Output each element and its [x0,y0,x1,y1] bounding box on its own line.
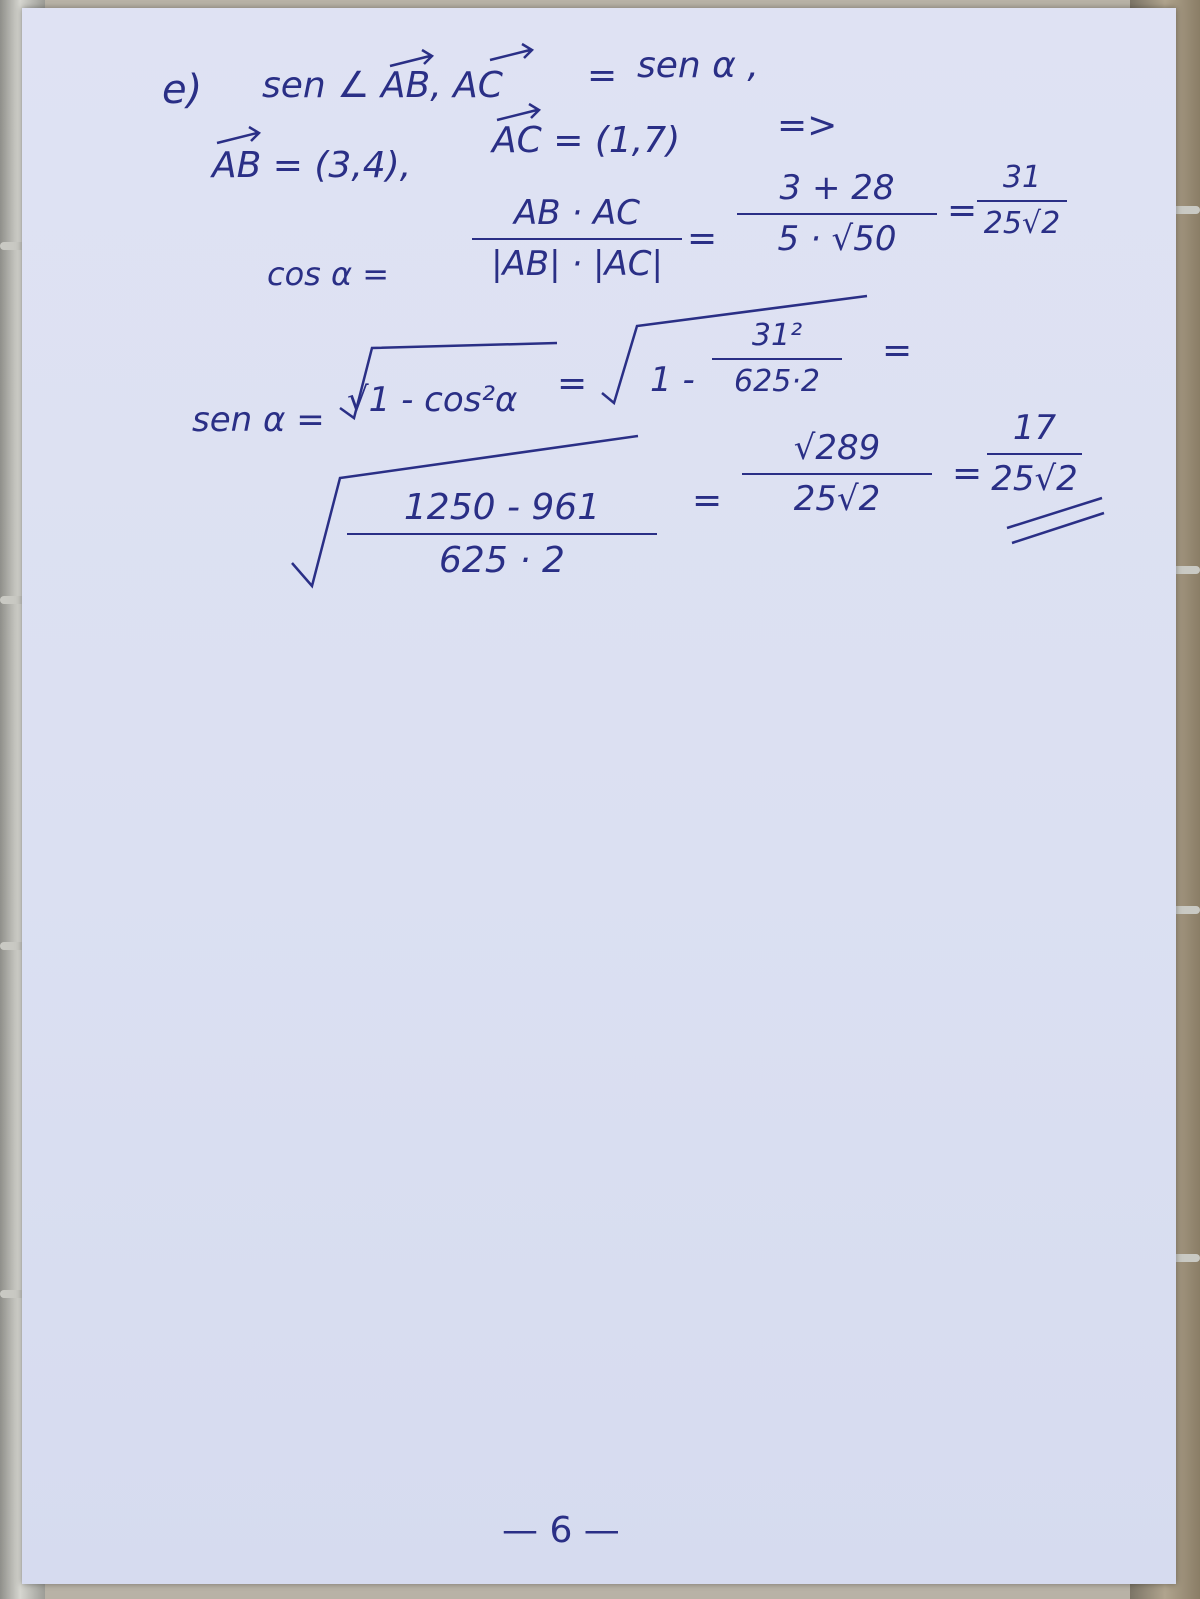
cosine-label: cos α = [267,255,390,293]
cosine-result-denominator: 25√2 [983,206,1061,241]
vector-ac: AC = (1,7) [492,120,681,161]
vector-arrow [390,50,432,66]
cosine-numerator: AB · AC [513,193,640,233]
vector-arrow [497,104,539,120]
answer-denominator: 25√2 [991,458,1078,499]
exercise-label: e) [162,67,203,113]
equals-sign: = [557,363,588,404]
equals-sign: = [952,453,983,494]
difference-denominator: 625 · 2 [439,540,565,582]
equals-sign: = [687,218,718,259]
equals-sign: = [587,55,618,96]
answer-numerator: 17 [1012,408,1057,448]
sine-angle-expression: sen ∠ AB, AC [262,65,503,106]
vector-ab: AB = (3,4), [212,145,412,186]
implies-arrow: => [777,105,838,146]
equals-sign: = [692,480,723,521]
answer-underline [1007,498,1104,543]
radical-sign [602,296,867,403]
equals-sign: = [947,190,978,231]
root-denominator: 25√2 [793,478,881,519]
squared-cosine-denominator: 625·2 [734,364,820,399]
cosine-denominator: |AB| · |AC| [491,243,663,284]
vector-arrow [490,44,532,60]
squared-cosine-numerator: 31² [751,318,803,353]
one-minus: 1 - [650,360,695,400]
cosine-result-numerator: 31 [1002,160,1042,195]
radical-sign [292,436,638,586]
sine-root-expression: √1 - cos²α [347,380,518,420]
handwriting-strokes [22,8,1176,1584]
root-numerator: √289 [793,428,881,468]
handwritten-sheet [22,8,1176,1584]
sine-label: sen α = [192,400,325,440]
equals-sign: = [882,330,913,371]
sine-alpha: sen α , [637,45,759,86]
difference-numerator: 1250 - 961 [403,487,601,528]
page-number: — 6 — [502,1510,620,1551]
radical-sign [340,343,557,418]
cosine-value-numerator: 3 + 28 [779,168,895,208]
cosine-value-denominator: 5 · √50 [777,218,897,259]
vector-arrow [217,127,259,143]
